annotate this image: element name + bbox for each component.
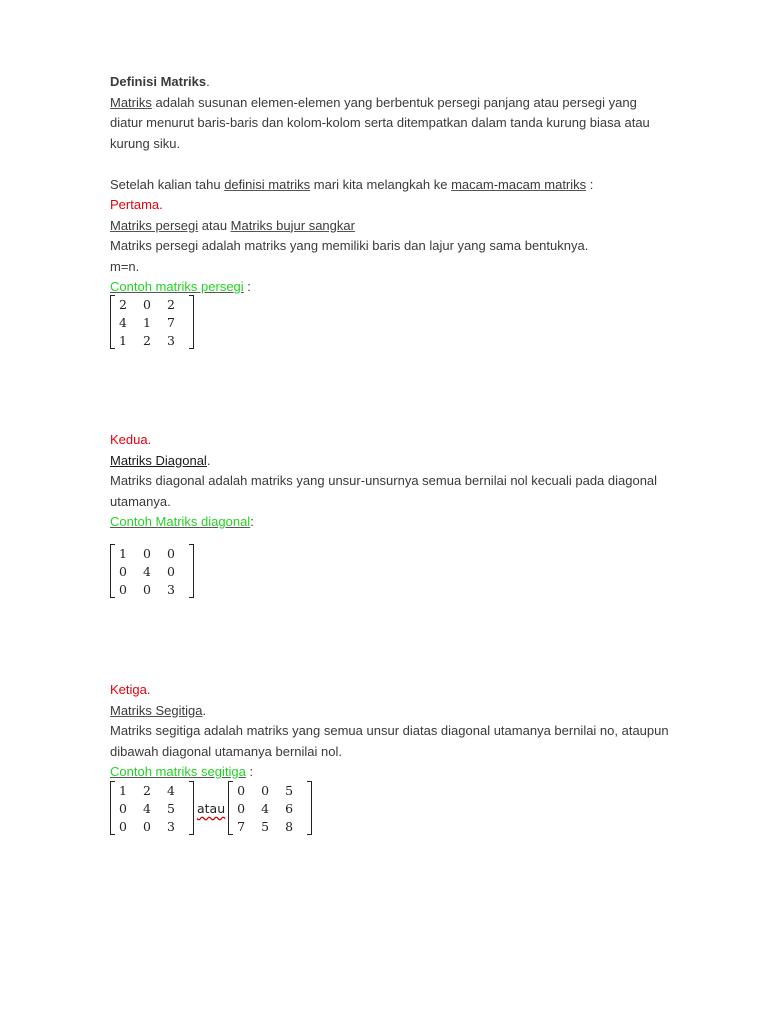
definition-paragraph-line2: diatur menurut baris-baris dan kolom-kolom serta ditempatkan dalam tanda kurung biasa atau: [110, 115, 650, 130]
kedua-description-line1: Matriks diagonal adalah matriks yang unsur-unsurnya semua bernilai nol kecuali pada diagonal: [110, 473, 658, 488]
matrix-cell: 4: [143, 800, 151, 816]
pertama-example-label: Contoh matriks persegi :: [110, 279, 251, 294]
matrix-cell: 4: [261, 800, 270, 816]
matrix-cell: 0: [143, 296, 151, 312]
matrix-cell: 5: [167, 800, 175, 816]
link-matriks-segitiga[interactable]: Matriks Segitiga: [110, 702, 203, 718]
matrix-cell: 0: [143, 545, 151, 561]
matrix-cell: 2: [119, 296, 127, 312]
pertama-description: Matriks persegi adalah matriks yang memiliki baris dan lajur yang sama bentuknya.: [110, 238, 589, 253]
link-matriks-diagonal[interactable]: Matriks Diagonal: [110, 452, 207, 468]
section-ketiga: [110, 680, 720, 783]
heading-definisi: Definisi Matriks.: [110, 74, 210, 89]
link-contoh-matriks-diagonal[interactable]: Contoh Matriks diagonal: [110, 514, 251, 529]
link-matriks-persegi[interactable]: Matriks persegi: [110, 217, 199, 233]
matrix-grid: [115, 781, 189, 835]
ketiga-description-line2: dibawah diagonal utamanya bernilai nol.: [110, 743, 342, 759]
matrix-cell: 1: [119, 332, 127, 348]
matrix-segitiga-upper: [110, 781, 194, 835]
definition-paragraph-line3: kurung siku.: [110, 135, 181, 151]
matrix-cell: 0: [167, 563, 175, 579]
ketiga-description-line1: Matriks segitiga adalah matriks yang semua unsur diatas diagonal utamanya bernilai no, ataupun: [110, 723, 669, 738]
matrix-cell: 6: [285, 800, 294, 816]
matrix-cell: 4: [143, 563, 151, 579]
pertama-title: Matriks persegi atau Matriks bujur sangkar: [110, 217, 355, 233]
matrix-cell: 7: [167, 314, 175, 330]
pertama-formula: m=n.: [110, 258, 140, 274]
matrix-cell: 3: [167, 818, 175, 834]
matrix-cell: 5: [285, 782, 294, 798]
matrix-cell: 2: [143, 332, 151, 348]
matrix-grid: [115, 544, 189, 598]
matrix-cell: 0: [119, 563, 127, 579]
matrix-cell: 2: [143, 782, 151, 798]
matrix-cell: 0: [119, 581, 127, 597]
heading-kedua: Kedua.: [110, 432, 152, 447]
matrix-segitiga-examples: [110, 781, 312, 835]
matrix-cell: 5: [261, 818, 270, 834]
link-contoh-matriks-persegi[interactable]: Contoh matriks persegi: [110, 279, 244, 294]
matrix-cell: 1: [119, 782, 127, 798]
definition-paragraph-line1: Matriks adalah susunan elemen-elemen yang berbentuk persegi panjang atau persegi yang: [110, 94, 637, 110]
kedua-example-label: Contoh Matriks diagonal:: [110, 514, 254, 529]
right-bracket: [307, 781, 312, 835]
matrix-cell: 1: [119, 545, 127, 561]
matrix-cell: 0: [143, 818, 151, 834]
matrix-cell: 3: [167, 581, 175, 597]
matrix-cell: 1: [143, 314, 151, 330]
matrix-cell: 2: [167, 296, 175, 312]
right-bracket: [189, 544, 194, 598]
matrix-diagonal-example: [110, 544, 194, 601]
matrix-segitiga-lower: [228, 781, 312, 835]
matrix-cell: 3: [167, 332, 175, 348]
matrix-grid: [233, 781, 307, 835]
kedua-description-line2: utamanya.: [110, 493, 171, 509]
section-kedua: [110, 430, 720, 533]
right-bracket: [189, 781, 194, 835]
matrix-cell: 0: [119, 818, 127, 834]
atau-word: atau: [197, 800, 226, 816]
matrix-grid: [115, 295, 189, 349]
intro-paragraph: Setelah kalian tahu definisi matriks mari kita melangkah ke macam-macam matriks :: [110, 176, 594, 192]
matrix-cell: 7: [237, 818, 246, 834]
matrix-cell: 8: [285, 818, 294, 834]
matrix-persegi-example: [110, 295, 194, 352]
ketiga-title: Matriks Segitiga.: [110, 702, 207, 718]
right-bracket: [189, 295, 194, 349]
matrix-cell: 0: [237, 800, 246, 816]
link-contoh-matriks-segitiga[interactable]: Contoh matriks segitiga: [110, 764, 246, 779]
matrix-cell: 0: [167, 545, 175, 561]
matrix-cell: 4: [167, 782, 175, 798]
matrix-cell: 0: [119, 800, 127, 816]
heading-pertama: Pertama.: [110, 197, 163, 212]
link-definisi-matriks[interactable]: definisi matriks: [224, 176, 311, 192]
link-matriks[interactable]: Matriks: [110, 94, 152, 110]
matrix-cell: 4: [119, 314, 127, 330]
matrix-cell: 0: [143, 581, 151, 597]
matrix-cell: 0: [237, 782, 246, 798]
link-matriks-bujur-sangkar[interactable]: Matriks bujur sangkar: [230, 217, 355, 233]
ketiga-example-label: Contoh matriks segitiga :: [110, 764, 254, 779]
matrix-cell: 0: [261, 782, 270, 798]
kedua-title: Matriks Diagonal.: [110, 452, 211, 468]
heading-ketiga: Ketiga.: [110, 682, 151, 697]
link-macam-macam-matriks[interactable]: macam-macam matriks: [451, 176, 587, 192]
document-body: [110, 72, 720, 298]
